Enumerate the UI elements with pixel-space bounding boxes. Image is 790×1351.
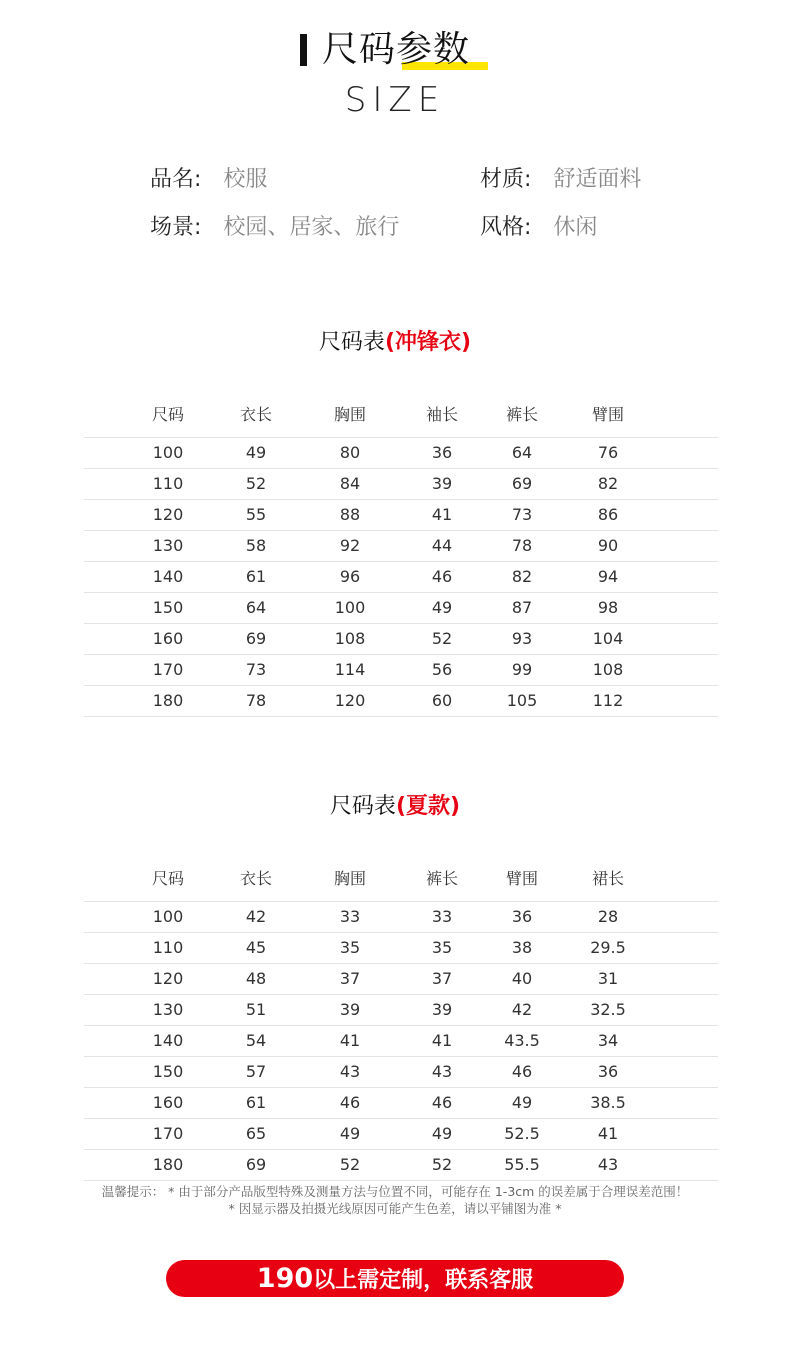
table-cell: 105 <box>506 691 538 710</box>
table-cell: 31 <box>597 969 619 988</box>
table-cell: 82 <box>597 474 619 493</box>
column-header: 袖长 <box>425 405 458 424</box>
table-row <box>84 964 718 995</box>
table-cell: 37 <box>431 969 453 988</box>
table-cell: 42 <box>511 1000 533 1019</box>
page-subtitle: SIZE <box>344 80 446 120</box>
table-cell: 170 <box>152 660 184 679</box>
table-cell: 37 <box>339 969 361 988</box>
table-cell: 80 <box>339 443 361 462</box>
table-cell: 43 <box>431 1062 453 1081</box>
table-cell: 48 <box>245 969 267 988</box>
table-cell: 35 <box>339 938 361 957</box>
table-cell: 35 <box>431 938 453 957</box>
info-item-style <box>480 213 597 243</box>
table-cell: 100 <box>334 598 366 617</box>
table-row <box>84 655 718 686</box>
table-cell: 180 <box>152 691 184 710</box>
table-cell: 52 <box>431 629 453 648</box>
table-cell: 86 <box>597 505 619 524</box>
info-label: 场景: <box>150 215 202 240</box>
table-cell: 160 <box>152 1093 184 1112</box>
table-row <box>84 1150 718 1181</box>
table-cell: 60 <box>431 691 453 710</box>
table-cell: 52 <box>339 1155 361 1174</box>
table-cell: 90 <box>597 536 619 555</box>
table-cell: 29.5 <box>590 938 626 957</box>
table-cell: 36 <box>511 907 533 926</box>
table-cell: 114 <box>334 660 366 679</box>
table-cell: 64 <box>511 443 533 462</box>
table-cell: 49 <box>511 1093 533 1112</box>
table-cell: 56 <box>431 660 453 679</box>
table-cell: 96 <box>339 567 361 586</box>
table-row <box>84 686 718 717</box>
info-value: 舒适面料 <box>553 167 642 192</box>
table-cell: 49 <box>431 598 453 617</box>
size-table-summer <box>84 866 718 1181</box>
table-cell: 51 <box>245 1000 267 1019</box>
table-cell: 40 <box>511 969 533 988</box>
table-header <box>84 402 718 438</box>
column-header: 衣长 <box>239 405 272 424</box>
table-cell: 140 <box>152 567 184 586</box>
table-row <box>84 500 718 531</box>
table-cell: 69 <box>245 1155 267 1174</box>
size-section-summer <box>0 792 790 822</box>
table-cell: 92 <box>339 536 361 555</box>
info-value: 休闲 <box>553 215 598 240</box>
table-cell: 46 <box>431 1093 453 1112</box>
table-cell: 45 <box>245 938 267 957</box>
table-cell: 46 <box>511 1062 533 1081</box>
table-cell: 110 <box>152 474 184 493</box>
table-cell: 98 <box>597 598 619 617</box>
table-cell: 150 <box>152 1062 184 1081</box>
column-header: 胸围 <box>333 869 366 888</box>
table-cell: 64 <box>245 598 267 617</box>
table-cell: 43 <box>339 1062 361 1081</box>
column-header: 臂围 <box>591 405 624 424</box>
table-cell: 150 <box>152 598 184 617</box>
column-header: 裙长 <box>591 869 624 888</box>
table-row <box>84 902 718 933</box>
table-cell: 112 <box>592 691 624 710</box>
column-header: 裤长 <box>505 405 538 424</box>
table-cell: 69 <box>245 629 267 648</box>
table-cell: 49 <box>245 443 267 462</box>
table-cell: 88 <box>339 505 361 524</box>
page-header <box>0 28 790 123</box>
table-cell: 28 <box>597 907 619 926</box>
table-cell: 39 <box>431 1000 453 1019</box>
table-cell: 120 <box>334 691 366 710</box>
size-section-jacket <box>0 328 790 358</box>
table-cell: 44 <box>431 536 453 555</box>
table-cell: 41 <box>431 1031 453 1050</box>
table-cell: 55 <box>245 505 267 524</box>
table-header <box>84 866 718 902</box>
table-cell: 100 <box>152 907 184 926</box>
table-cell: 130 <box>152 1000 184 1019</box>
table-cell: 58 <box>245 536 267 555</box>
page-title: 尺码参数 <box>322 29 471 70</box>
table-cell: 46 <box>339 1093 361 1112</box>
table-cell: 33 <box>431 907 453 926</box>
table-cell: 87 <box>511 598 533 617</box>
title-accent-bar <box>300 34 307 66</box>
table-row <box>84 562 718 593</box>
table-cell: 41 <box>597 1124 619 1143</box>
table-cell: 120 <box>152 969 184 988</box>
product-info <box>150 165 710 261</box>
table-cell: 55.5 <box>504 1155 540 1174</box>
info-row <box>150 213 710 261</box>
table-cell: 108 <box>592 660 624 679</box>
size-table-jacket <box>84 402 718 717</box>
table-cell: 170 <box>152 1124 184 1143</box>
info-item-name <box>150 165 267 195</box>
table-cell: 41 <box>339 1031 361 1050</box>
tip-note-2: * 因显示器及拍摄光线原因可能产生色差，请以平铺图为准 * <box>228 1201 562 1216</box>
cta-text: 以上需定制，联系客服 <box>313 1268 534 1293</box>
column-header: 裤长 <box>425 869 458 888</box>
table-cell: 120 <box>152 505 184 524</box>
table-cell: 100 <box>152 443 184 462</box>
table-cell: 41 <box>431 505 453 524</box>
section-title <box>0 328 790 358</box>
table-cell: 49 <box>339 1124 361 1143</box>
table-cell: 52 <box>431 1155 453 1174</box>
table-cell: 39 <box>431 474 453 493</box>
table-cell: 32.5 <box>590 1000 626 1019</box>
table-cell: 110 <box>152 938 184 957</box>
info-label: 品名: <box>150 167 202 192</box>
table-cell: 38.5 <box>590 1093 626 1112</box>
table-cell: 57 <box>245 1062 267 1081</box>
table-cell: 82 <box>511 567 533 586</box>
table-cell: 36 <box>431 443 453 462</box>
table-cell: 73 <box>511 505 533 524</box>
table-cell: 104 <box>592 629 624 648</box>
table-cell: 94 <box>597 567 619 586</box>
column-header: 尺码 <box>151 405 184 424</box>
table-row <box>84 593 718 624</box>
table-row <box>84 624 718 655</box>
table-cell: 34 <box>597 1031 619 1050</box>
section-title-text: 尺码表 <box>329 794 396 819</box>
table-cell: 33 <box>339 907 361 926</box>
info-value: 校园、居家、旅行 <box>223 215 400 240</box>
column-header: 衣长 <box>239 869 272 888</box>
table-row <box>84 1026 718 1057</box>
cta-number: 190 <box>256 1263 314 1294</box>
table-cell: 52.5 <box>504 1124 540 1143</box>
column-header: 臂围 <box>505 869 538 888</box>
table-row <box>84 438 718 469</box>
table-cell: 61 <box>245 1093 267 1112</box>
table-cell: 61 <box>245 567 267 586</box>
table-row <box>84 1057 718 1088</box>
table-cell: 93 <box>511 629 533 648</box>
custom-order-button[interactable] <box>166 1260 624 1297</box>
column-header: 尺码 <box>151 869 184 888</box>
table-cell: 39 <box>339 1000 361 1019</box>
table-cell: 84 <box>339 474 361 493</box>
table-cell: 130 <box>152 536 184 555</box>
table-cell: 52 <box>245 474 267 493</box>
table-cell: 160 <box>152 629 184 648</box>
table-cell: 49 <box>431 1124 453 1143</box>
info-item-scene <box>150 213 399 243</box>
info-label: 风格: <box>480 215 532 240</box>
table-cell: 73 <box>245 660 267 679</box>
table-cell: 43 <box>597 1155 619 1174</box>
table-row <box>84 933 718 964</box>
table-cell: 99 <box>511 660 533 679</box>
table-cell: 78 <box>511 536 533 555</box>
info-row <box>150 165 710 213</box>
table-cell: 65 <box>245 1124 267 1143</box>
info-value: 校服 <box>223 167 268 192</box>
table-cell: 38 <box>511 938 533 957</box>
table-row <box>84 995 718 1026</box>
table-cell: 180 <box>152 1155 184 1174</box>
table-cell: 76 <box>597 443 619 462</box>
section-title-tag: (夏款) <box>395 794 461 819</box>
table-cell: 108 <box>334 629 366 648</box>
table-row <box>84 469 718 500</box>
table-cell: 69 <box>511 474 533 493</box>
info-item-material <box>480 165 641 195</box>
table-cell: 54 <box>245 1031 267 1050</box>
tip-note-1: 温馨提示： * 由于部分产品版型特殊及测量方法与位置不同，可能存在 1-3cm 的误差属于合理误差范围！ <box>101 1184 689 1199</box>
table-cell: 42 <box>245 907 267 926</box>
table-row <box>84 1119 718 1150</box>
table-cell: 36 <box>597 1062 619 1081</box>
info-label: 材质: <box>480 167 532 192</box>
section-title-text: 尺码表 <box>318 330 385 355</box>
table-cell: 78 <box>245 691 267 710</box>
table-cell: 46 <box>431 567 453 586</box>
table-cell: 140 <box>152 1031 184 1050</box>
table-cell: 43.5 <box>504 1031 540 1050</box>
section-title <box>0 792 790 822</box>
table-row <box>84 1088 718 1119</box>
column-header: 胸围 <box>333 405 366 424</box>
table-row <box>84 531 718 562</box>
section-title-tag: (冲锋衣) <box>384 330 472 355</box>
